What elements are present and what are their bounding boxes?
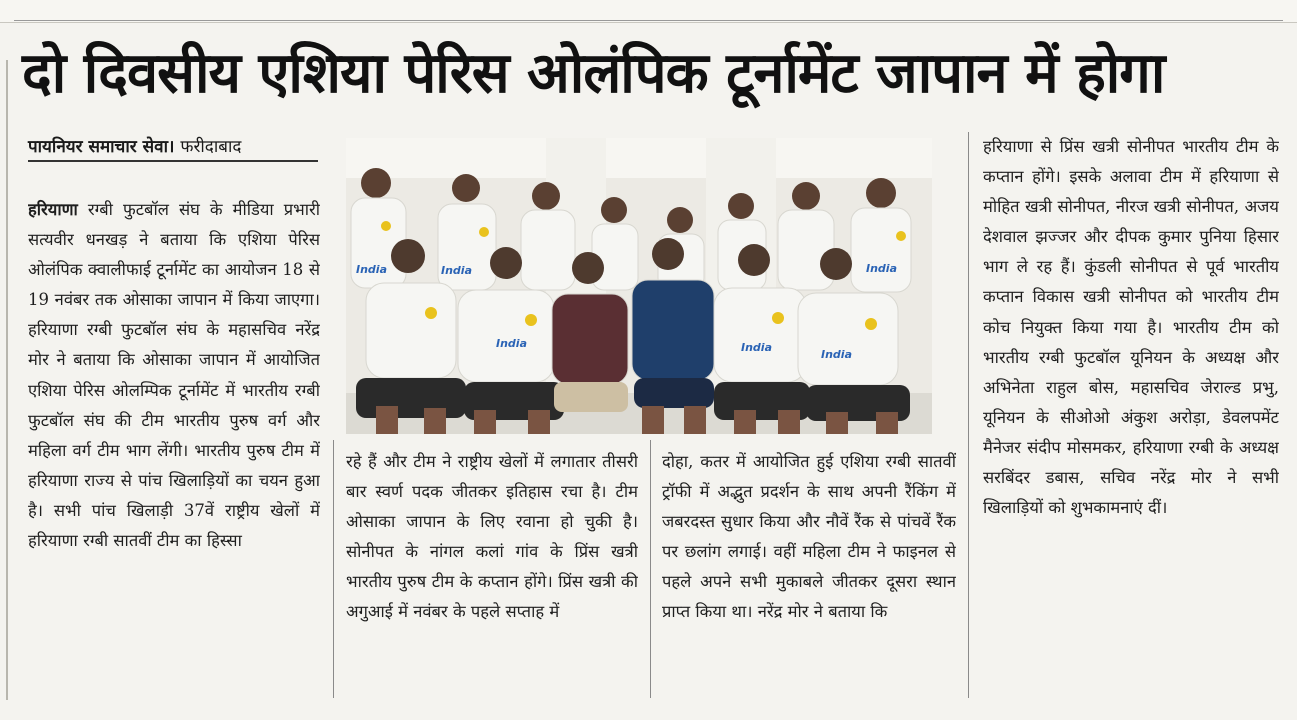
byline-agency: पायनियर समाचार सेवा। bbox=[28, 137, 175, 157]
column-3-text: दोहा, कतर में आयोजित हुई एशिया रग्बी सातवीं ट्रॉफी में अद्भुत प्रदर्शन के साथ अपनी रैंकिंग में जबरदस्त सुधार किया और नौवें रैंक से पांचवें रैंक पर छलांग लगाई। वहीं महिला टीम ने फाइनल से पहले अपने सभी मुकाबले जीतकर दूसरा स्थान प्राप्त किया था। नरेंद्र मोर ने बताया कि bbox=[662, 452, 956, 622]
byline bbox=[28, 134, 318, 162]
article-column-2 bbox=[346, 447, 638, 697]
jersey-logo-text: India bbox=[496, 337, 527, 350]
column-1-text: रग्बी फुटबॉल संघ के मीडिया प्रभारी सत्यवीर धनखड़ ने बताया कि एशिया पेरिस ओलंपिक क्वालीफाई टूर्नामेंट का आयोजन 18 से 19 नवंबर तक ओसाका जापान में किया जाएगा। हरियाणा रग्बी फुटबॉल संघ के महासचिव नरेंद्र मोर ने बताया कि ओसाका जापान में आयोजित एशिया पेरिस ओलम्पिक टूर्नामेंट में भारतीय रग्बी फुटबॉल संघ की टीम भारतीय पुरुष वर्ग और महिला वर्ग टीम भाग लेंगी। भारतीय पुरुष टीम में हरियाणा राज्य से पांच खिलाड़ियों का चयन हुआ है। सभी पांच खिलाड़ी 37वें राष्ट्रीय खेलों में हरियाणा रग्बी सातवीं टीम का हिस्सा bbox=[28, 200, 320, 551]
page-edge-rule bbox=[6, 60, 8, 700]
dateline: हरियाणा bbox=[28, 200, 78, 219]
jersey-logo-text: India bbox=[741, 341, 772, 354]
article-column-4 bbox=[983, 132, 1279, 697]
column-divider bbox=[968, 132, 969, 698]
column-4-text: हरियाणा से प्रिंस खत्री सोनीपत भारतीय टीम के कप्तान होंगे। इसके अलावा टीम में हरियाणा से मोहित खत्री सोनीपत, नीरज खत्री सोनीपत, अजय देशवाल झज्जर और दीपक कुमार पुनिया हिसार भाग ले रह हैं। कुंडली सोनीपत से पूर्व भारतीय कप्तान विकास खत्री सोनीपत को भारतीय टीम कोच नियुक्त किया गया है। भारतीय टीम को भारतीय रग्बी फुटबॉल यूनियन के अध्यक्ष और अभिनेता राहुल बोस, महासचिव जेराल्ड प्रभु, यूनियन के सीओओ अंकुश अरोड़ा, डेवलपमेंट मैनेजर संदीप मोसमकर, हरियाणा रग्बी के अध्यक्ष सरबिंदर डबास, सचिव नरेंद्र मोर ने सभी खिलाड़ियों को शुभकामनाएं दीं। bbox=[983, 137, 1279, 518]
top-rule bbox=[14, 20, 1283, 21]
column-divider bbox=[333, 440, 334, 698]
jersey-logo-text: India bbox=[821, 348, 852, 361]
team-photo-image bbox=[346, 138, 932, 434]
jersey-logo-text: India bbox=[356, 263, 387, 276]
team-photo bbox=[346, 138, 932, 434]
article-column-1 bbox=[28, 195, 320, 695]
article-column-3 bbox=[662, 447, 956, 697]
byline-place: फरीदाबाद bbox=[180, 137, 242, 157]
previous-page-strip bbox=[0, 0, 1297, 23]
column-divider bbox=[650, 440, 651, 698]
column-2-text: रहे हैं और टीम ने राष्ट्रीय खेलों में लगातार तीसरी बार स्वर्ण पदक जीतकर इतिहास रचा है। टीम ओसाका जापान के लिए रवाना हो चुकी है। सोनीपत के नांगल कलां गांव के प्रिंस खत्री भारतीय पुरुष टीम के कप्तान होंगे। प्रिंस खत्री की अगुआई में नवंबर के पहले सप्ताह में bbox=[346, 452, 638, 622]
jersey-logo-text: India bbox=[441, 264, 472, 277]
headline: दो दिवसीय एशिया पेरिस ओलंपिक टूर्नामेंट जापान में होगा bbox=[22, 41, 1165, 106]
jersey-logo-text: India bbox=[866, 262, 897, 275]
